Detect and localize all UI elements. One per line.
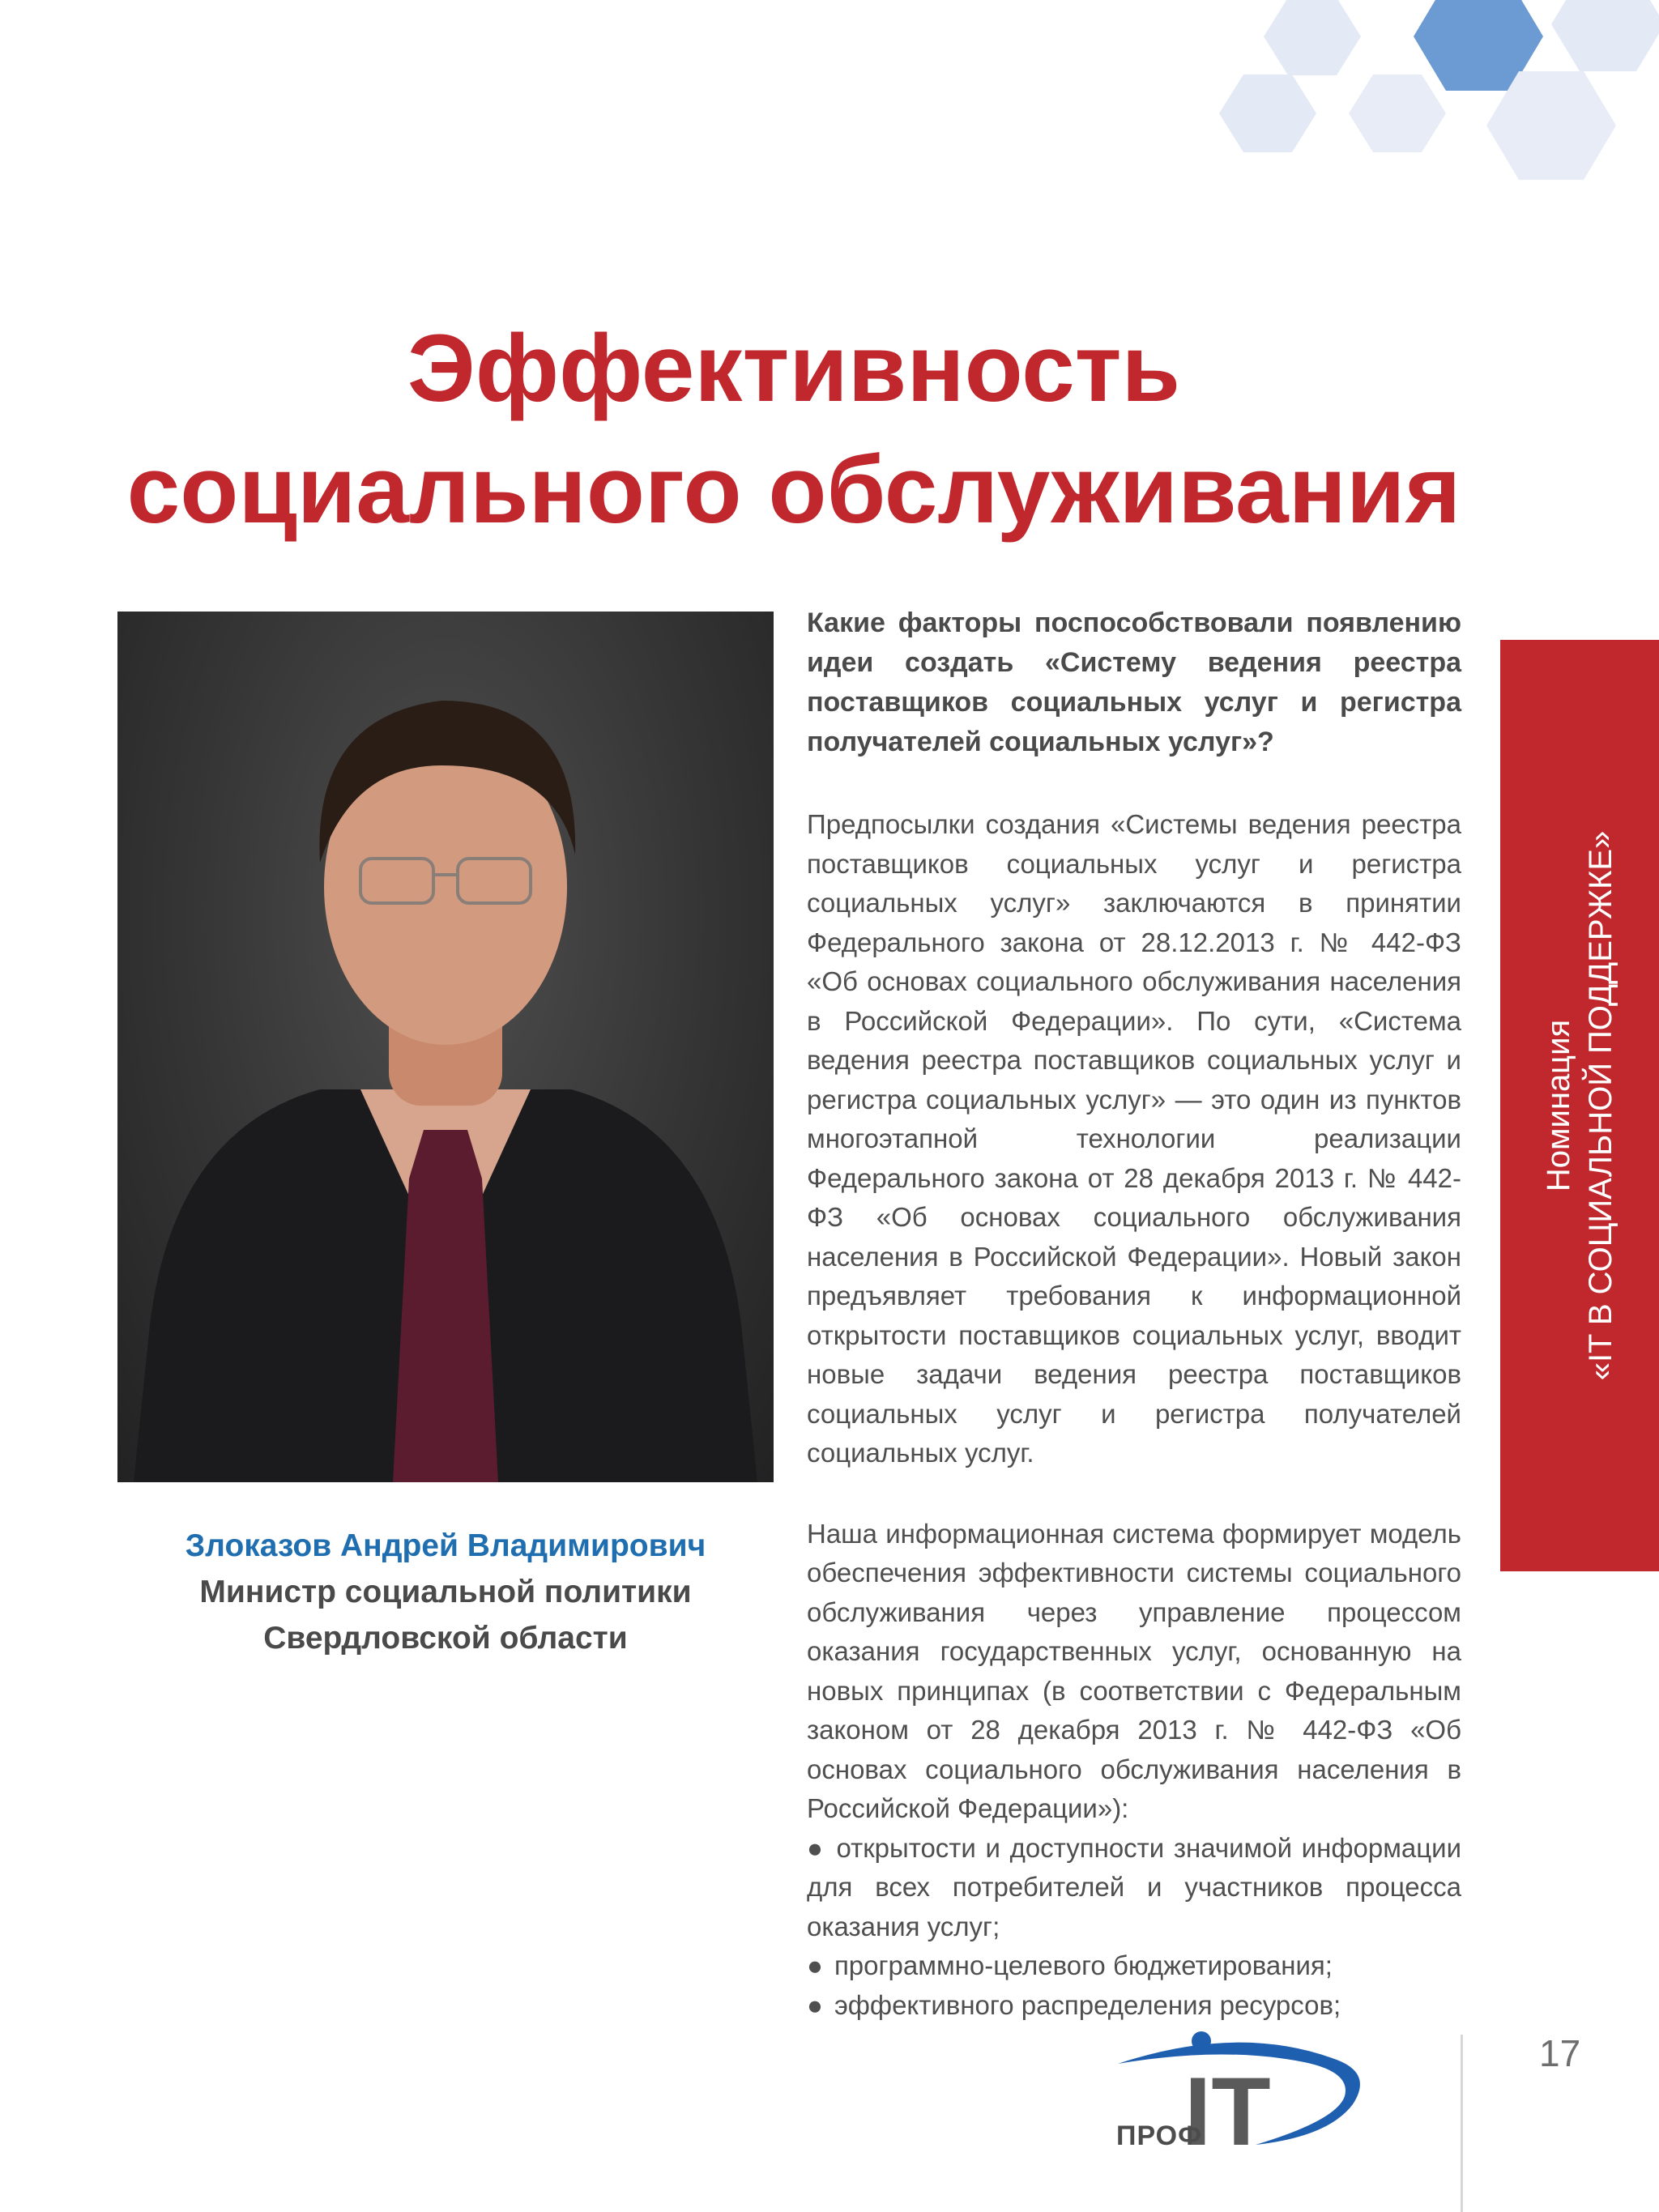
nomination-label bbox=[1537, 640, 1622, 1571]
page-number: 17 bbox=[1539, 2032, 1581, 2074]
hexagon-shape bbox=[1349, 75, 1446, 152]
list-item-text: программно-целевого бюджетирования; bbox=[834, 1950, 1333, 1980]
list-item-text: открытости и доступности значимой информации для всех потребителей и участников процесса оказания услуг; bbox=[807, 1832, 1462, 1941]
portrait-illustration bbox=[117, 612, 774, 1482]
bullet-icon: ● bbox=[807, 1950, 823, 1980]
hexagon-shape bbox=[1219, 75, 1316, 152]
article-body bbox=[807, 603, 1461, 2025]
logo-dot bbox=[1192, 2031, 1211, 2051]
answer-paragraph-2: Наша информационная система формирует модель обеспечения эффективности системы социального обслуживания через управление процессом оказания государственных услуг, основанную на новых принципах (в соответствии с Федеральным законом от 28 декабря 2013 г. № 442-ФЗ «Об основах социального обслуживания населения в Российской Федерации»): bbox=[807, 1518, 1461, 1823]
answer-paragraph-1: Предпосылки создания «Системы ведения реестра поставщиков социальных услуг и регистра социальных услуг» заключаются в принятии Федерального закона от 28.12.2013 г. № 442-ФЗ «Об основах социального обслуживания населения в Российской Федерации». По сути, «Система ведения реестра поставщиков социальных услуг и регистра социальных услуг» — это один из пунктов многоэтапной технологии реализации Федерального закона от 28 декабря 2013 г. № 442-ФЗ «Об основах социального обслуживания населения в Российской Федерации». Новый закон предъявляет требования к информационной открытости поставщиков социальных услуг, вводит новые задачи ведения реестра поставщиков социальных услуг и регистра получателей социальных услуг. bbox=[807, 809, 1461, 1468]
bullet-icon: ● bbox=[807, 1989, 823, 2020]
person-role-line-2: Свердловской области bbox=[263, 1621, 628, 1656]
title-line-1: Эффективность bbox=[407, 315, 1181, 422]
decorative-hexagons bbox=[0, 0, 1659, 194]
footer-divider bbox=[1461, 2035, 1463, 2212]
person-role-line-1: Министр социальной политики bbox=[199, 1575, 692, 1609]
person-name: Злоказов Андрей Владимирович bbox=[185, 1528, 706, 1563]
nomination-label-line-2: «IT В СОЦИАЛЬНОЙ ПОДДЕРЖКЕ» bbox=[1583, 830, 1618, 1381]
nomination-label-line-1: Номинация bbox=[1541, 1019, 1576, 1192]
list-item bbox=[807, 1986, 1461, 2026]
hexagon-shape bbox=[1551, 0, 1659, 71]
bullet-icon: ● bbox=[807, 1832, 825, 1863]
logo-wordmark: ПРОФ bbox=[1116, 2120, 1203, 2151]
list-item-text: эффективного распределения ресурсов; bbox=[834, 1989, 1341, 2020]
hexagon-shape bbox=[1264, 0, 1361, 75]
page-title bbox=[0, 308, 1588, 551]
title-line-2: социального обслуживания bbox=[126, 437, 1461, 543]
list-item bbox=[807, 1829, 1461, 1947]
principles-list bbox=[807, 1829, 1461, 2026]
logo-mark-text: IT bbox=[1184, 2057, 1271, 2161]
person-caption bbox=[117, 1523, 774, 1661]
interview-question: Какие факторы поспособствовали появлению идеи создать «Систему ведения реестра поставщиков социальных услуг и регистра получателей социальных услуг»? bbox=[807, 607, 1461, 757]
list-item bbox=[807, 1946, 1461, 1986]
portrait-photo bbox=[117, 612, 774, 1482]
